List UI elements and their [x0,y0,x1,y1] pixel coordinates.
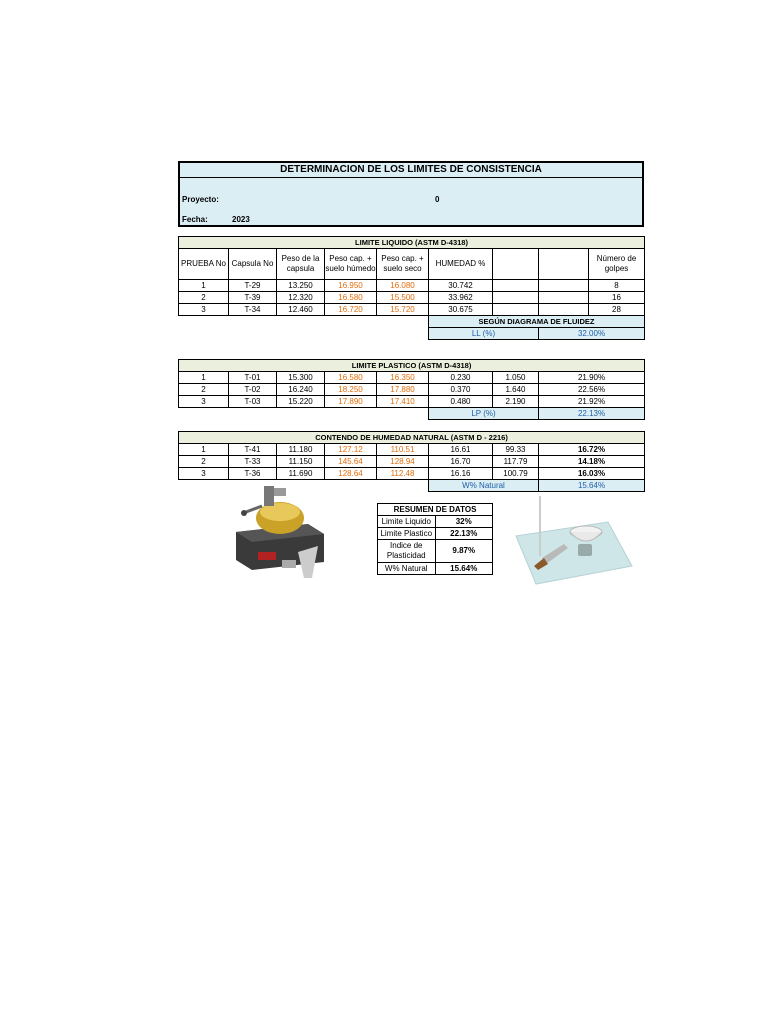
table-cell: 128.94 [377,456,429,468]
lp-title: LIMITE PLASTICO (ASTM D-4318) [179,360,645,372]
table-cell: 3 [179,304,229,316]
table-cell: 21.90% [539,372,645,384]
ll-result-value: 32.00% [539,328,645,340]
table-row [179,384,645,396]
table-cell: T-02 [229,384,277,396]
table-cell [539,304,589,316]
liquid-limit-table [178,236,645,340]
table-cell: 0.230 [429,372,493,384]
proyecto-value: 0 [435,195,440,204]
table-row [179,444,645,456]
consistency-limits-sheet [178,161,644,492]
table-cell: 15.220 [277,396,325,408]
table-cell: T-33 [229,456,277,468]
table-cell: T-34 [229,304,277,316]
col-peso-capsula: Peso de la capsula [277,249,325,280]
col-golpes: Número de golpes [589,249,645,280]
table-cell: T-39 [229,292,277,304]
table-cell: 33.962 [429,292,493,304]
ll-result-label: LL (%) [429,328,539,340]
table-cell: 2 [179,456,229,468]
table-cell: 127.12 [325,444,377,456]
table-cell: 2 [179,384,229,396]
table-cell: 15.500 [377,292,429,304]
casagrande-cup-image [228,482,332,582]
col-empty-1 [493,249,539,280]
table-cell: 16.950 [325,280,377,292]
summary-table [377,503,493,575]
table-cell: 16.72% [539,444,645,456]
table-row [179,468,645,480]
table-cell: 1 [179,280,229,292]
table-cell: 2 [179,292,229,304]
table-cell: 16.080 [377,280,429,292]
table-row [378,516,493,528]
table-cell: 14.18% [539,456,645,468]
table-cell [493,304,539,316]
ll-title: LIMITE LIQUIDO (ASTM D-4318) [179,237,645,249]
table-cell [539,292,589,304]
table-cell: 13.250 [277,280,325,292]
table-cell: 22.13% [435,528,493,540]
header-banner [178,161,644,227]
plastic-limit-glass-plate-image [512,496,634,588]
table-cell [179,316,429,328]
table-cell [493,292,539,304]
col-empty-2 [539,249,589,280]
table-cell: 3 [179,468,229,480]
table-cell: 110.51 [377,444,429,456]
table-cell [539,280,589,292]
table-row [179,396,645,408]
col-peso-seco: Peso cap. + suelo seco [377,249,429,280]
table-row [378,540,493,563]
table-cell: 9.87% [435,540,493,563]
table-cell: 16.240 [277,384,325,396]
table-cell: 15.64% [435,563,493,575]
table-cell: 17.890 [325,396,377,408]
table-cell [493,280,539,292]
table-cell: 0.370 [429,384,493,396]
table-cell: 11.180 [277,444,325,456]
col-prueba: PRUEBA No [179,249,229,280]
table-cell: 16 [589,292,645,304]
table-cell: 16.03% [539,468,645,480]
table-row [179,456,645,468]
table-cell: 100.79 [493,468,539,480]
plastic-limit-table [178,359,645,420]
table-row [378,563,493,575]
table-cell: 8 [589,280,645,292]
table-cell: 145.64 [325,456,377,468]
summary-title: RESUMEN DE DATOS [378,504,493,516]
proyecto-label: Proyecto: [182,195,219,204]
table-row [378,528,493,540]
table-cell: 112.48 [377,468,429,480]
table-cell: 16.61 [429,444,493,456]
sheet-title: DETERMINACION DE LOS LIMITES DE CONSISTENCIA [180,163,642,178]
hn-result-label: W% Natural [429,480,539,492]
fecha-value: 2023 [232,215,250,224]
lp-result-value: 22.13% [539,408,645,420]
col-peso-humedo: Peso cap. + suelo húmedo [325,249,377,280]
table-cell: 16.16 [429,468,493,480]
ll-diagram-label: SEGÚN DIAGRAMA DE FLUIDEZ [429,316,645,328]
table-cell: 1.050 [493,372,539,384]
table-row [179,292,645,304]
table-cell: 3 [179,396,229,408]
table-cell: Limite Liquido [378,516,436,528]
table-cell: 11.150 [277,456,325,468]
table-cell: 12.320 [277,292,325,304]
table-cell: T-03 [229,396,277,408]
table-cell: 15.300 [277,372,325,384]
table-cell: 1 [179,372,229,384]
table-cell: 0.480 [429,396,493,408]
table-cell: 12.460 [277,304,325,316]
table-cell: T-41 [229,444,277,456]
table-cell [179,408,429,420]
ll-header-row [179,249,645,280]
table-cell: 22.56% [539,384,645,396]
table-row [179,372,645,384]
table-cell: 128.64 [325,468,377,480]
table-cell: 30.675 [429,304,493,316]
lp-result-label: LP (%) [429,408,539,420]
table-cell: 32% [435,516,493,528]
table-cell: 1.640 [493,384,539,396]
table-cell: T-01 [229,372,277,384]
hn-result-value: 15.64% [539,480,645,492]
hn-title: CONTENDO DE HUMEDAD NATURAL (ASTM D - 2216) [179,432,645,444]
table-cell: 1 [179,444,229,456]
table-cell: 16.350 [377,372,429,384]
table-cell: 2.190 [493,396,539,408]
table-cell: 16.720 [325,304,377,316]
table-row [179,280,645,292]
table-cell: 21.92% [539,396,645,408]
col-humedad: HUMEDAD % [429,249,493,280]
fecha-label: Fecha: [182,215,208,224]
table-cell: 16.70 [429,456,493,468]
table-cell: W% Natural [378,563,436,575]
table-cell: 17.880 [377,384,429,396]
table-cell [179,328,429,340]
table-cell: 15.720 [377,304,429,316]
table-cell: 16.580 [325,292,377,304]
table-cell: 17.410 [377,396,429,408]
table-cell: 28 [589,304,645,316]
table-cell: 99.33 [493,444,539,456]
table-cell: 16.580 [325,372,377,384]
table-cell: 30.742 [429,280,493,292]
table-row [179,304,645,316]
col-capsula: Capsula No [229,249,277,280]
table-cell: 117.79 [493,456,539,468]
table-cell: 18.250 [325,384,377,396]
table-cell: T-36 [229,468,277,480]
table-cell: Indice de Plasticidad [378,540,436,563]
table-cell: 11.690 [277,468,325,480]
table-cell: Limite Plastico [378,528,436,540]
table-cell: T-29 [229,280,277,292]
